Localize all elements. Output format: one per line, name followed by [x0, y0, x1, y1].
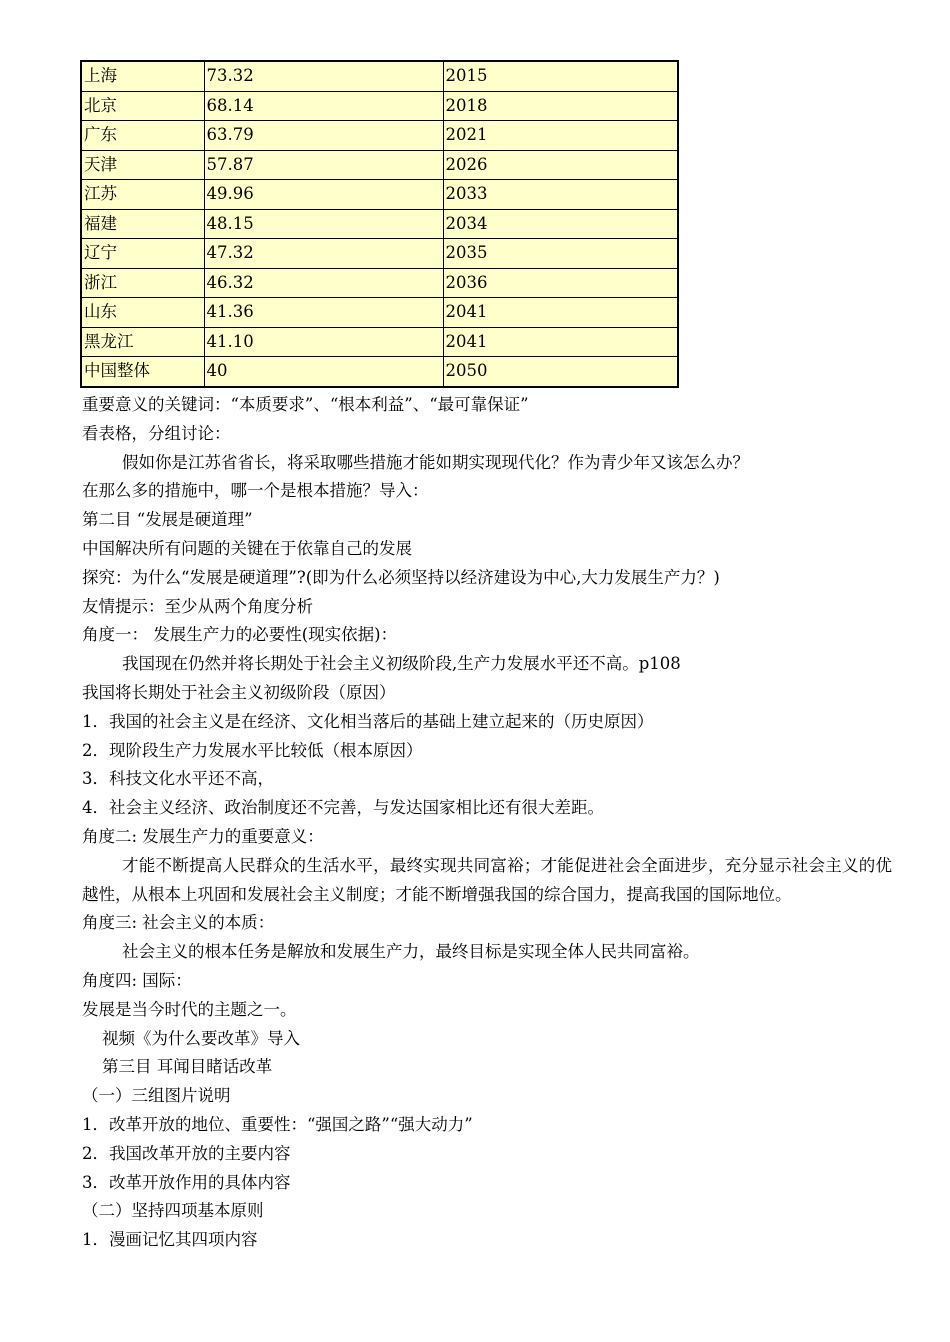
- table-cell: 中国整体: [81, 357, 204, 387]
- table-cell: 2026: [443, 150, 678, 180]
- list-item: 1．改革开放的地位、重要性：“强国之路”“强大动力”: [82, 1114, 473, 1134]
- section-heading: 第二目 “发展是硬道理”: [82, 510, 253, 530]
- table-cell: 江苏: [81, 180, 204, 210]
- table-cell: 2041: [443, 327, 678, 357]
- table-cell: 广东: [81, 121, 204, 151]
- table-cell: 上海: [81, 61, 204, 91]
- table-cell: 2018: [443, 91, 678, 121]
- table-row: [81, 327, 678, 357]
- data-table: [80, 60, 679, 388]
- paragraph: 重要意义的关键词：“本质要求”、“根本利益”、“最可靠保证”: [82, 395, 529, 414]
- paragraph: 中国解决所有问题的关键在于依靠自己的发展: [82, 538, 412, 558]
- table-row: [81, 209, 678, 239]
- table-cell: 2035: [443, 239, 678, 269]
- table-cell: 57.87: [204, 150, 443, 180]
- table-cell: 2021: [443, 121, 678, 151]
- list-item: 3．改革开放作用的具体内容: [82, 1172, 291, 1192]
- table-row: [81, 121, 678, 151]
- paragraph: 角度三: 社会主义的本质：: [82, 913, 275, 933]
- table-cell: 48.15: [204, 209, 443, 239]
- list-item: 4．社会主义经济、政治制度还不完善，与发达国家相比还有很大差距。: [82, 798, 604, 818]
- table-cell: 2041: [443, 298, 678, 328]
- paragraph: 在那么多的措施中，哪一个是根本措施？导入：: [82, 481, 429, 501]
- table-row: [81, 239, 678, 269]
- table-cell: 浙江: [81, 268, 204, 298]
- paragraph: （一）三组图片说明: [82, 1086, 231, 1106]
- paragraph: 看表格，分组讨论：: [82, 423, 231, 443]
- paragraph: 角度四: 国际：: [82, 970, 192, 990]
- table-cell: 68.14: [204, 91, 443, 121]
- paragraph: 友情提示：至少从两个角度分析: [82, 596, 313, 616]
- table-cell: 49.96: [204, 180, 443, 210]
- section-heading: 第三目 耳闻目睹话改革: [102, 1057, 273, 1077]
- table-cell: 63.79: [204, 121, 443, 151]
- document-body: [82, 391, 892, 1255]
- table-cell: 40: [204, 357, 443, 387]
- paragraph: 假如你是江苏省省长，将采取哪些措施才能如期实现现代化？作为青少年又该怎么办？: [122, 452, 749, 472]
- table-row: [81, 357, 678, 387]
- table-cell: 2033: [443, 180, 678, 210]
- table-cell: 黑龙江: [81, 327, 204, 357]
- table-cell: 天津: [81, 150, 204, 180]
- table-cell: 47.32: [204, 239, 443, 269]
- paragraph: 才能不断提高人民群众的生活水平，最终实现共同富裕；才能促进社会全面进步，充分显示社会主义的优越性，从根本上巩固和发展社会主义制度；才能不断增强我国的综合国力，提高我国的国际地位。: [82, 855, 892, 904]
- table-row: [81, 180, 678, 210]
- table-cell: 41.36: [204, 298, 443, 328]
- table-cell: 2050: [443, 357, 678, 387]
- list-item: 2．现阶段生产力发展水平比较低（根本原因）: [82, 740, 423, 760]
- table-cell: 73.32: [204, 61, 443, 91]
- table-cell: 辽宁: [81, 239, 204, 269]
- list-item: 1．漫画记忆其四项内容: [82, 1230, 258, 1250]
- paragraph: 发展是当今时代的主题之一。: [82, 999, 297, 1019]
- table-row: [81, 298, 678, 328]
- paragraph: （二）坚持四项基本原则: [82, 1201, 264, 1221]
- list-item: 2．我国改革开放的主要内容: [82, 1143, 291, 1163]
- table-row: [81, 268, 678, 298]
- table-cell: 北京: [81, 91, 204, 121]
- list-item: 3．科技文化水平还不高，: [82, 769, 274, 789]
- table-cell: 46.32: [204, 268, 443, 298]
- paragraph: 探究：为什么“发展是硬道理”?(即为什么必须坚持以经济建设为中心,大力发展生产力？): [82, 567, 720, 587]
- table-cell: 2034: [443, 209, 678, 239]
- table-cell: 41.10: [204, 327, 443, 357]
- table-cell: 福建: [81, 209, 204, 239]
- paragraph: 我国将长期处于社会主义初级阶段（原因）: [82, 682, 396, 702]
- table-cell: 2015: [443, 61, 678, 91]
- table-row: [81, 91, 678, 121]
- table-cell: 2036: [443, 268, 678, 298]
- list-item: 1．我国的社会主义是在经济、文化相当落后的基础上建立起来的（历史原因）: [82, 711, 654, 731]
- paragraph: 角度二: 发展生产力的重要意义：: [82, 826, 324, 846]
- paragraph: 角度一： 发展生产力的必要性(现实依据)：: [82, 625, 398, 645]
- paragraph: 视频《为什么要改革》导入: [102, 1028, 300, 1048]
- table-row: [81, 150, 678, 180]
- table-row: [81, 61, 678, 91]
- paragraph: 我国现在仍然并将长期处于社会主义初级阶段,生产力发展水平还不高。p108: [122, 654, 681, 674]
- table-cell: 山东: [81, 298, 204, 328]
- paragraph: 社会主义的根本任务是解放和发展生产力，最终目标是实现全体人民共同富裕。: [122, 942, 700, 962]
